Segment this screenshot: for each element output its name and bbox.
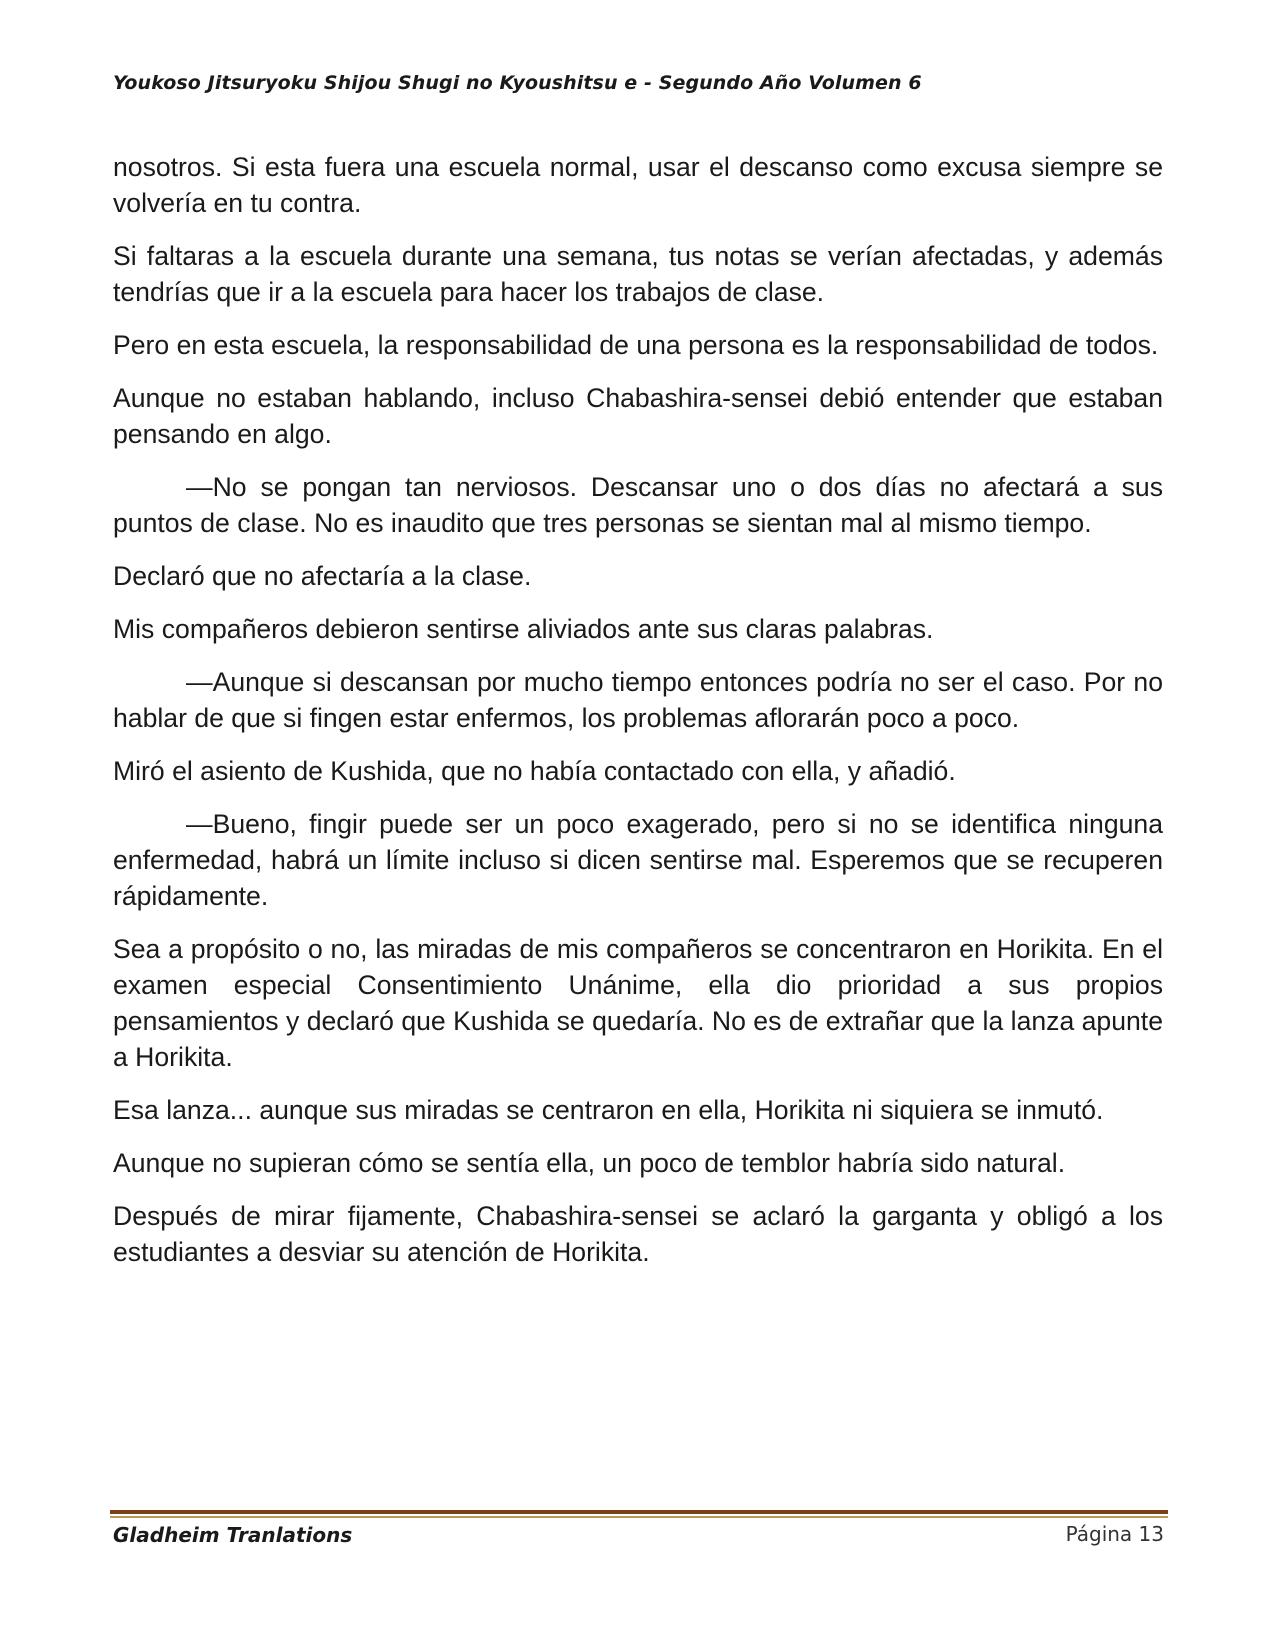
paragraph: Declaró que no afectaría a la clase. <box>113 561 532 591</box>
footer-divider-thin <box>110 1516 1168 1518</box>
paragraph: Después de mirar fijamente, Chabashira-sensei se aclaró la garganta y obligó a los estudiantes a desviar su atención de Horikita. <box>113 1201 1163 1267</box>
paragraph: nosotros. Si esta fuera una escuela normal, usar el descanso como excusa siempre se volvería en tu contra. <box>113 152 1163 218</box>
translator-credit: Gladheim Tranlations <box>113 1523 353 1547</box>
paragraph: Si faltaras a la escuela durante una semana, tus notas se verían afectadas, y además tendrías que ir a la escuela para hacer los trabajos de clase. <box>113 241 1163 307</box>
paragraph: Esa lanza... aunque sus miradas se centraron en ella, Horikita ni siquiera se inmutó. <box>113 1095 1104 1125</box>
footer-divider <box>110 1510 1168 1518</box>
page-label: Página <box>1065 1522 1133 1546</box>
dialog-paragraph: —Bueno, fingir puede ser un poco exagerado, pero si no se identifica ninguna enfermedad, habrá un límite incluso si dicen sentirse mal. Esperemos que se recuperen rápidamente. <box>113 809 1163 911</box>
paragraph: Aunque no estaban hablando, incluso Chabashira-sensei debió entender que estaban pensando en algo. <box>113 383 1163 449</box>
footer-divider-thick <box>110 1510 1168 1514</box>
dialog-paragraph: —No se pongan tan nerviosos. Descansar uno o dos días no afectará a sus puntos de clase. No es inaudito que tres personas se sientan mal al mismo tiempo. <box>113 472 1163 538</box>
page-number-value: 13 <box>1138 1522 1164 1546</box>
dialog-paragraph: —Aunque si descansan por mucho tiempo entonces podría no ser el caso. Por no hablar de que si fingen estar enfermos, los problemas aflorarán poco a poco. <box>113 667 1163 733</box>
paragraph: Pero en esta escuela, la responsabilidad de una persona es la responsabilidad de todos. <box>113 330 1159 360</box>
running-header: Youkoso Jitsuryoku Shijou Shugi no Kyoushitsu e - Segundo Año Volumen 6 <box>113 72 922 94</box>
paragraph: Mis compañeros debieron sentirse aliviados ante sus claras palabras. <box>113 614 934 644</box>
paragraph: Aunque no supieran cómo se sentía ella, un poco de temblor habría sido natural. <box>113 1148 1066 1178</box>
paragraph: Miró el asiento de Kushida, que no había contactado con ella, y añadió. <box>113 756 956 786</box>
paragraph: Sea a propósito o no, las miradas de mis compañeros se concentraron en Horikita. En el examen especial Consentimiento Unánime, ella dio prioridad a sus propios pensamientos y declaró que Kushida se quedaría. No es de extrañar que la lanza apunte a Horikita. <box>113 934 1163 1072</box>
page-number <box>1066 1522 1164 1546</box>
page-body <box>113 149 1163 1287</box>
